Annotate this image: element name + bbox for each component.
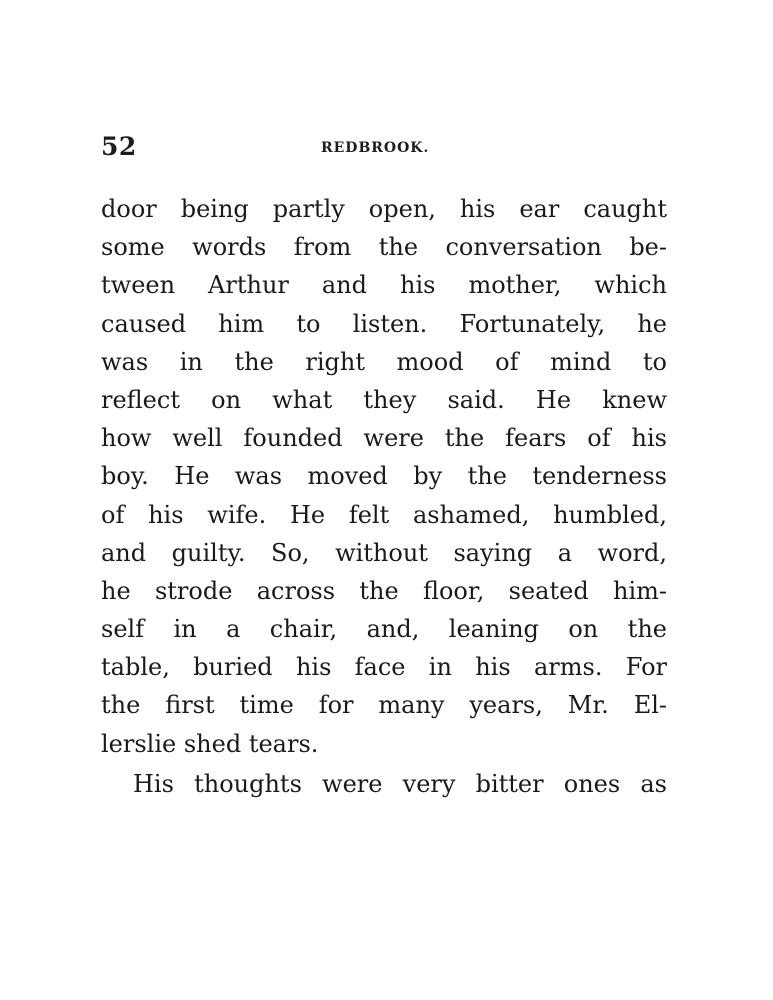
text-line: door being partly open, his ear caught <box>101 195 667 223</box>
paragraph-1 <box>101 190 667 763</box>
text-line: self in a chair, and, leaning on the <box>101 615 667 644</box>
page-number: 52 <box>101 132 137 161</box>
text-line: he strode across the floor, seated him- <box>101 576 667 605</box>
text-line: and guilty. So, without saying a word, <box>101 538 667 567</box>
text-line: of his wife. He felt ashamed, humbled, <box>101 500 667 529</box>
text-line: reflect on what they said. He knew <box>101 385 667 414</box>
text-line: some words from the conversation be- <box>101 233 667 262</box>
text-line: how well founded were the fears of his <box>101 424 667 453</box>
text-line: caused him to listen. Fortunately, he <box>101 309 667 338</box>
text-line: table, buried his face in his arms. For <box>101 653 667 682</box>
body-text <box>101 190 667 803</box>
paragraph-2 <box>101 765 667 803</box>
text-line: the first time for many years, Mr. El- <box>101 691 667 720</box>
text-line: boy. He was moved by the tenderness <box>101 462 667 491</box>
text-line: tween Arthur and his mother, which <box>101 271 667 300</box>
text-line: lerslie shed tears. <box>101 729 319 758</box>
text-line: was in the right mood of mind to <box>101 347 667 376</box>
running-title: REDBROOK. <box>321 140 430 156</box>
running-head <box>101 132 667 164</box>
text-line: His thoughts were very bitter ones as <box>133 769 667 798</box>
